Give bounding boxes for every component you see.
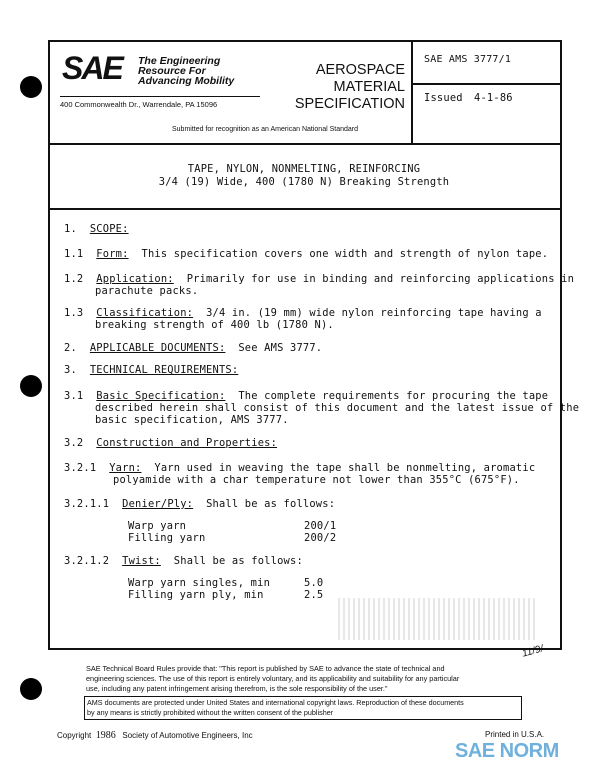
handwritten-mark: 11/9/ — [520, 643, 545, 660]
section-2 — [64, 342, 322, 354]
doc-type-line: MATERIAL — [333, 79, 405, 95]
heading: Basic Specification: — [96, 390, 226, 402]
text: See AMS 3777. — [238, 342, 323, 354]
title-line: 3/4 (19) Wide, 400 (1780 N) Breaking Strength — [158, 176, 450, 188]
heading: Yarn: — [109, 462, 142, 474]
section-3-2-1 — [64, 462, 535, 474]
text: basic specification, AMS 3777. — [95, 414, 289, 426]
num: 1.1 — [64, 248, 84, 260]
year: 1986 — [95, 730, 116, 741]
ansi-note: Submitted for recognition as an American National Standard — [172, 126, 358, 133]
society: Society of Automotive Engineers, Inc — [122, 731, 253, 740]
section-1-1 — [64, 248, 548, 260]
rules-line: engineering sciences. The use of this report is entirely voluntary, and its applicability and suitability for any particular — [86, 674, 460, 683]
num: 3. — [64, 364, 77, 376]
heading: Twist: — [122, 555, 161, 567]
doc-type-line: SPECIFICATION — [294, 96, 405, 112]
doc-type — [280, 62, 405, 113]
section-3 — [64, 364, 238, 376]
rules-line: use, including any patent infringement arising therefrom, is the sole responsibility of the user." — [86, 684, 388, 693]
rules-line: SAE Technical Board Rules provide that: "This report is published by SAE to advance the state of technical and — [86, 664, 445, 673]
punch-hole — [20, 375, 42, 397]
section-1-2 — [64, 273, 574, 285]
table-value: 5.0 — [304, 577, 324, 589]
text: Shall be as follows: — [206, 498, 336, 510]
tagline-line: The Engineering — [138, 55, 221, 67]
punch-hole — [20, 678, 42, 700]
title-divider — [48, 208, 560, 210]
num: 3.2 — [64, 437, 84, 449]
num: 3.2.1.2 — [64, 555, 110, 567]
copyright-notice-box — [84, 696, 522, 720]
heading: Denier/Ply: — [122, 498, 194, 510]
printed-in: Printed in U.S.A. — [485, 730, 545, 739]
tagline — [138, 56, 234, 86]
logo-rule — [60, 96, 260, 97]
text: polyamide with a char temperature not lower than 355°C (675°F). — [113, 474, 520, 486]
text: described herein shall consist of this document and the latest issue of the — [95, 402, 580, 414]
text: This specification covers one width and strength of nylon tape. — [141, 248, 549, 260]
text: Yarn used in weaving the tape shall be nonmelting, aromatic — [154, 462, 536, 474]
table-label: Filling yarn ply, min — [128, 589, 264, 601]
header-column-divider — [411, 40, 413, 144]
num: 3.2.1.1 — [64, 498, 110, 510]
copyright-label: Copyright — [57, 731, 92, 740]
title-line: TAPE, NYLON, NONMELTING, REINFORCING — [187, 163, 421, 175]
text: breaking strength of 400 lb (1780 N). — [95, 319, 334, 331]
heading: Form: — [96, 248, 129, 260]
board-rules — [86, 664, 459, 694]
text: Primarily for use in binding and reinforcing applications in — [186, 273, 575, 285]
text: The complete requirements for procuring the tape — [238, 390, 549, 402]
tagline-line: Advancing Mobility — [138, 75, 235, 87]
table-label: Warp yarn — [128, 520, 187, 532]
section-3-2-1-2 — [64, 555, 303, 567]
punch-hole — [20, 76, 42, 98]
section-1-3 — [64, 307, 542, 319]
heading: Construction and Properties: — [96, 437, 278, 449]
heading: APPLICABLE DOCUMENTS: — [89, 342, 226, 354]
header-divider — [48, 143, 560, 145]
spec-title — [48, 163, 560, 189]
address: 400 Commonwealth Dr., Warrendale, PA 15096 — [60, 100, 218, 109]
header-row-divider — [411, 83, 560, 85]
num: 3.1 — [64, 390, 84, 402]
heading: Classification: — [96, 307, 194, 319]
sae-norm-watermark: SAE NORM — [455, 740, 559, 762]
doc-type-line: AEROSPACE — [315, 62, 405, 78]
section-1 — [64, 223, 129, 235]
num: 3.2.1 — [64, 462, 97, 474]
heading: Application: — [96, 273, 174, 285]
num: 2. — [64, 342, 77, 354]
sae-logo: SAE — [62, 50, 122, 86]
doc-number: SAE AMS 3777/1 — [424, 54, 512, 65]
section-3-2-1-1 — [64, 498, 335, 510]
section-3-2 — [64, 437, 277, 449]
text: Shall be as follows: — [173, 555, 303, 567]
issued-label: Issued — [424, 92, 463, 104]
notice-line: AMS documents are protected under United States and international copyright laws. Reproduction of these documents — [87, 698, 464, 707]
num: 1.2 — [64, 273, 84, 285]
table-value: 200/2 — [304, 532, 337, 544]
num: 1.3 — [64, 307, 84, 319]
notice-line: by any means is strictly prohibited without the written consent of the publisher — [87, 708, 334, 717]
section-3-1 — [64, 390, 548, 402]
heading: SCOPE: — [89, 223, 129, 235]
text: 3/4 in. (19 mm) wide nylon reinforcing tape having a — [206, 307, 542, 319]
table-label: Filling yarn — [128, 532, 206, 544]
table-value: 200/1 — [304, 520, 337, 532]
heading: TECHNICAL REQUIREMENTS: — [89, 364, 239, 376]
num: 1. — [64, 223, 77, 235]
issued-date: 4-1-86 — [474, 92, 513, 104]
copyright — [57, 730, 253, 741]
table-label: Warp yarn singles, min — [128, 577, 271, 589]
faint-stamp — [338, 598, 538, 640]
tagline-line: Resource For — [138, 65, 206, 77]
table-value: 2.5 — [304, 589, 324, 601]
text: parachute packs. — [95, 285, 199, 297]
